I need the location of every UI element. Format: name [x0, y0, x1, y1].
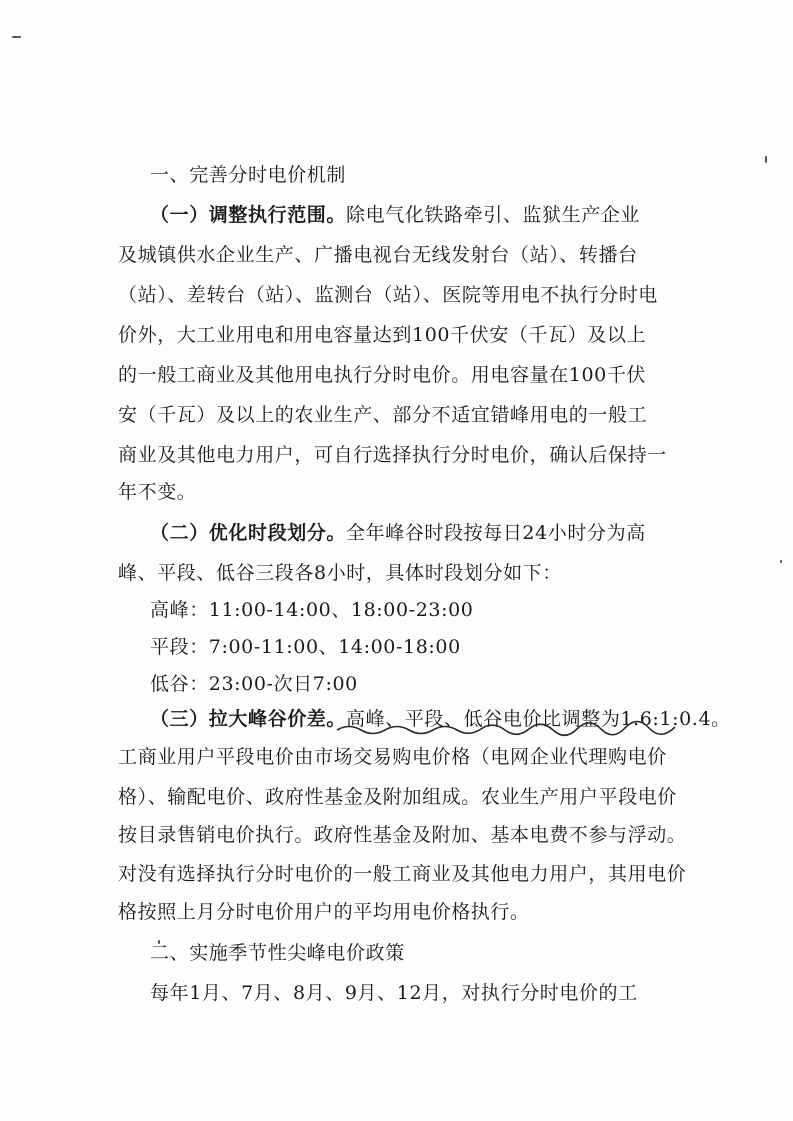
item1-line3: （站）、差转台（站）、监测台（站）、医院等用电不执行分时电 — [118, 284, 658, 306]
item2-line1 — [150, 520, 646, 546]
item3-line5: 对没有选择执行分时电价的一般工商业及其他电力用户，其用电价 — [118, 863, 687, 885]
item1-heading: （一）调整执行范围。 — [150, 204, 347, 226]
item2-line1-text: 全年峰谷时段按每日24小时分为高 — [346, 522, 646, 544]
handwritten-wavy-underline — [335, 718, 685, 738]
item1-line8: 年不变。 — [118, 481, 197, 503]
item1-line1-text: 除电气化铁路牵引、监狱生产企业 — [346, 204, 641, 226]
item1-line2: 及城镇供水企业生产、广播电视台无线发射台（站）、转播台 — [118, 244, 638, 266]
flat-hours: 平段：7:00-11:00、14:00-18:00 — [150, 636, 461, 658]
item1-line1 — [150, 202, 640, 228]
item3-line4: 按目录售销电价执行。政府性基金及附加、基本电费不参与浮动。 — [118, 824, 687, 846]
peak-hours: 高峰：11:00-14:00、18:00-23:00 — [150, 599, 474, 621]
section2-heading: 二、实施季节性尖峰电价政策 — [150, 942, 405, 964]
section2-line1: 每年1月、7月、8月、9月、12月，对执行分时电价的工 — [150, 982, 638, 1004]
item1-line4: 价外，大工业用电和用电容量达到100千伏安（千瓦）及以上 — [118, 324, 647, 346]
item3-heading: （三）拉大峰谷价差。 — [150, 708, 347, 730]
item2-heading: （二）优化时段划分。 — [150, 522, 347, 544]
item1-line6: 安（千瓦）及以上的农业生产、部分不适宜错峰用电的一般工 — [118, 404, 648, 426]
item1-line5: 的一般工商业及其他用电执行分时电价。用电容量在100千伏 — [118, 364, 647, 386]
item3-line6: 格按照上月分时电价用户的平均用电价格执行。 — [118, 901, 530, 923]
item3-line2: 工商业用户平段电价由市场交易购电价格（电网企业代理购电价 — [118, 746, 667, 768]
item3-line1-text: 高峰、平段、低谷电价比调整为1.6:1:0.4。 — [346, 708, 731, 730]
item2-line2: 峰、平段、低谷三段各8小时，具体时段划分如下： — [118, 562, 562, 584]
item3-line3: 格）、输配电价、政府性基金及附加组成。农业生产用户平段电价 — [118, 786, 677, 808]
valley-hours: 低谷：23:00-次日7:00 — [150, 673, 358, 695]
section1-heading: 一、完善分时电价机制 — [150, 164, 347, 186]
item1-line7: 商业及其他电力用户，可自行选择执行分时电价，确认后保持一 — [118, 444, 667, 466]
